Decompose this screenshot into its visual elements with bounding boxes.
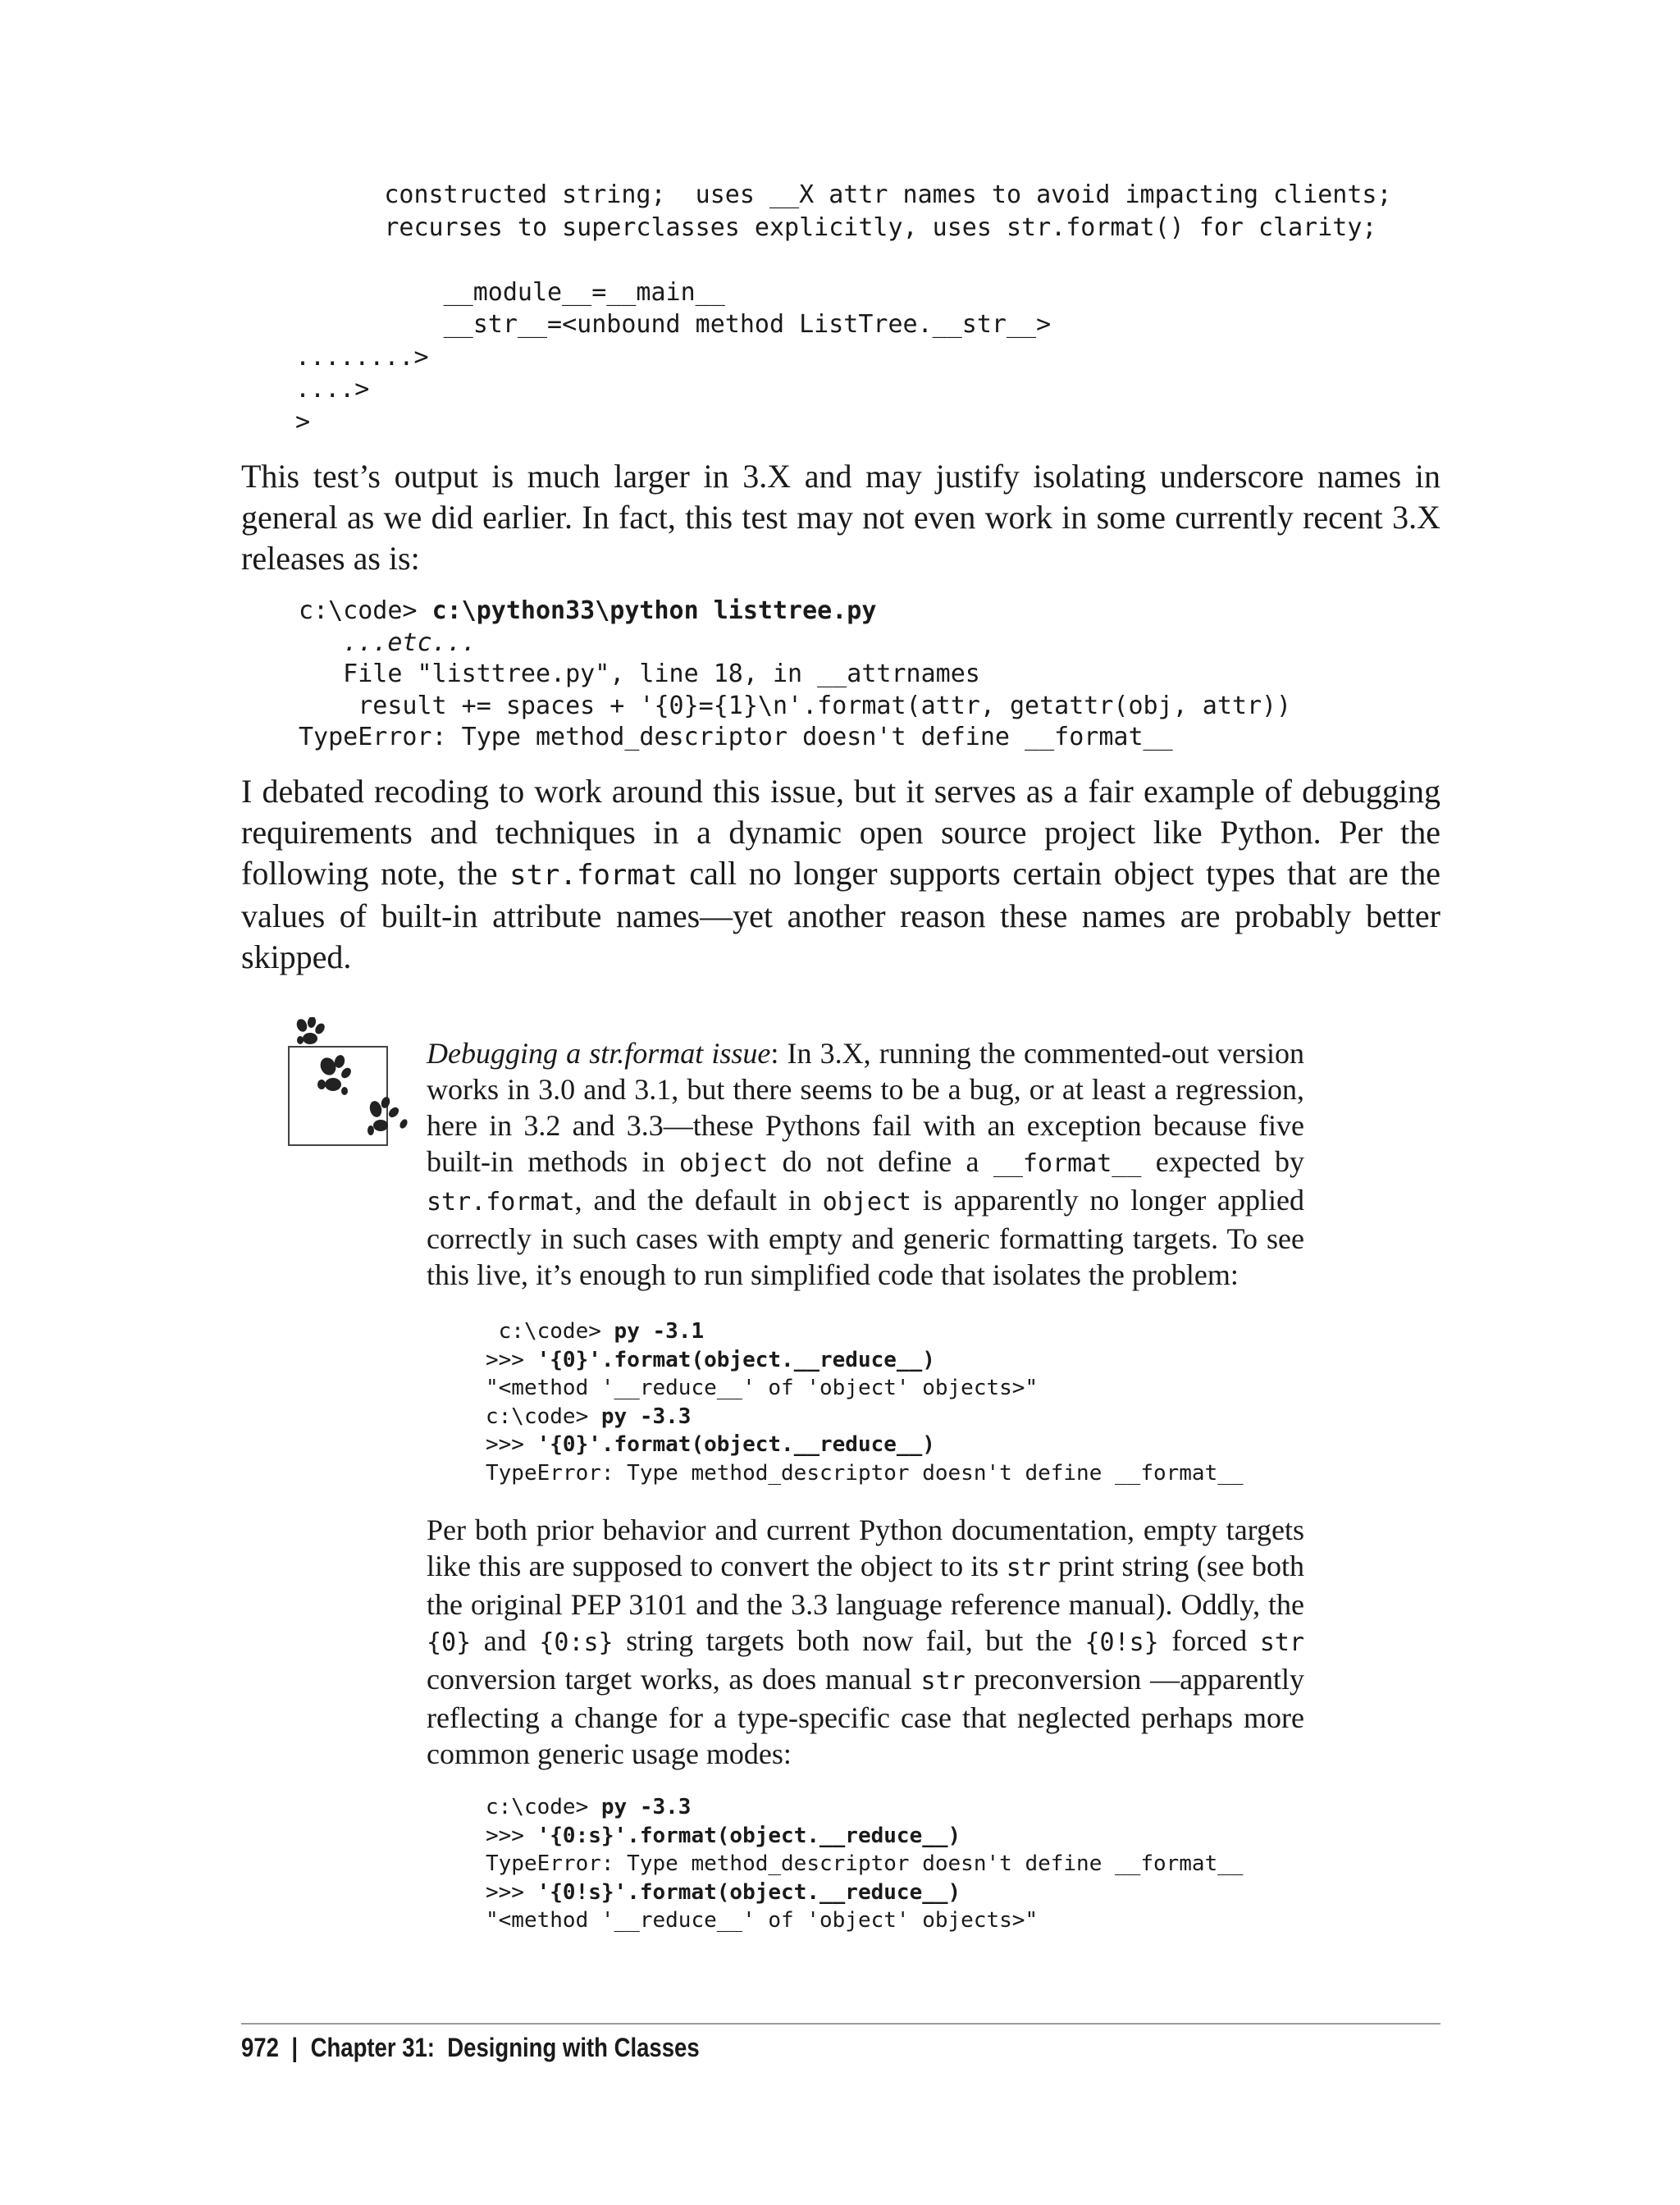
code-line: "<method '__reduce__' of 'object' objects>" xyxy=(486,1908,1039,1933)
code-line: ....> xyxy=(295,375,370,404)
footer-rule xyxy=(241,2023,1440,2025)
note-code-block xyxy=(486,1317,1304,1487)
code-line: constructed string; uses __X attr names to avoid impacting clients; xyxy=(295,180,1392,209)
code-block-output xyxy=(295,179,1392,438)
inline-code: {0:s} xyxy=(539,1628,614,1657)
code-line: TypeError: Type method_descriptor doesn't define __format__ xyxy=(486,1851,1244,1876)
code-line: "<method '__reduce__' of 'object' objects>" xyxy=(486,1376,1039,1400)
text-run: call no longer supports certain object types that are the values of built-in attribute names—yet another reason these names are probably better skipped. xyxy=(241,855,1441,975)
code-line: __str__=<unbound method ListTree.__str__> xyxy=(295,310,1052,339)
code-command: '{0}'.format(object.__reduce__) xyxy=(536,1347,935,1372)
text-run: is apparently no longer applied correctly in such cases with empty and generic formatting targets. To see this live, it’s enough to run simplified code that isolates the problem: xyxy=(427,1184,1304,1291)
code-block-listtree xyxy=(299,596,1291,754)
inline-code: __format__ xyxy=(993,1149,1142,1178)
code-prompt: >>> xyxy=(486,1347,537,1372)
paragraph-text xyxy=(241,771,1440,978)
text-run: do not define a xyxy=(768,1145,993,1178)
note-paragraph xyxy=(427,1512,1304,1772)
code-line: ...etc... xyxy=(299,628,477,657)
note-box xyxy=(427,1035,1304,1935)
footer-separator: | xyxy=(291,2033,299,2062)
text-run: conversion target works, as does manual xyxy=(427,1663,921,1696)
code-command: py -3.3 xyxy=(600,1404,692,1429)
code-line: ........> xyxy=(295,342,429,372)
note-code-block xyxy=(486,1793,1304,1935)
inline-code: str.format xyxy=(427,1188,575,1217)
text-run: , and the default in xyxy=(574,1184,823,1217)
page-footer xyxy=(241,2033,700,2063)
inline-code: str xyxy=(920,1667,966,1696)
code-prompt: c:\code> xyxy=(486,1404,601,1429)
page-number: 972 xyxy=(241,2033,279,2062)
code-line: TypeError: Type method_descriptor doesn't define __format__ xyxy=(486,1460,1244,1486)
inline-code: str xyxy=(1006,1554,1051,1582)
code-prompt: c:\code> xyxy=(299,596,432,625)
note-paragraph xyxy=(427,1035,1304,1293)
text-run: : In 3.X, running the commented-out version works in 3.0 and 3.1, but there seems to be a bug, or at least a regression, here in 3.2 and 3.3—these Pythons fail with an exception because five built-in methods in xyxy=(427,1037,1304,1178)
paragraph-text: This test’s output is much larger in 3.X and may justify isolating underscore names in general as we did earlier. In fact, this test may not even work in some currently recent 3.X releases as is: xyxy=(241,458,1440,577)
text-run: string targets both now fail, but the xyxy=(613,1624,1085,1657)
inline-code: object xyxy=(678,1149,769,1178)
body-paragraph xyxy=(241,456,1440,579)
code-command: c:\python33\python listtree.py xyxy=(431,596,877,625)
code-line: recurses to superclasses explicitly, uses str.format() for clarity; xyxy=(295,212,1377,242)
code-prompt: >>> xyxy=(486,1879,537,1905)
text-run: forced xyxy=(1158,1624,1260,1657)
code-line: result += spaces + '{0}={1}\n'.format(attr, getattr(obj, attr)) xyxy=(299,691,1292,720)
inline-code: {0!s} xyxy=(1084,1628,1159,1657)
code-command: py -3.1 xyxy=(614,1319,705,1344)
code-command: py -3.3 xyxy=(600,1795,692,1819)
code-prompt: c:\code> xyxy=(486,1319,614,1344)
code-line: File "listtree.py", line 18, in __attrnames xyxy=(299,660,980,688)
text-run: I debated recoding to work around this issue, but it serves as a fair example of debugging requirements and techniques in a dynamic open source project like Python. Per the following note, the xyxy=(241,773,1440,892)
inline-code: str.format xyxy=(509,859,678,892)
text-run: and xyxy=(471,1624,540,1657)
code-command: '{0!s}'.format(object.__reduce__) xyxy=(536,1879,961,1905)
inline-code: {0} xyxy=(427,1628,472,1657)
code-command: '{0}'.format(object.__reduce__) xyxy=(536,1432,935,1457)
code-prompt: >>> xyxy=(486,1823,537,1848)
code-line: > xyxy=(295,407,311,436)
body-paragraph xyxy=(241,771,1440,978)
text-run: Per both prior behavior and current Python documentation, empty targets like this are supposed to convert the object to its xyxy=(427,1513,1304,1582)
inline-code: object xyxy=(822,1188,912,1217)
code-prompt: >>> xyxy=(486,1432,537,1457)
text-run: preconversion —apparently reflecting a change for a type-specific case that neglected perhaps more common generic usage modes: xyxy=(427,1663,1304,1770)
text-run: expected by xyxy=(1141,1145,1304,1178)
code-line: __module__=__main__ xyxy=(295,277,725,307)
code-command: '{0:s}'.format(object.__reduce__) xyxy=(536,1823,961,1848)
bird-tracks-note-icon xyxy=(279,1017,418,1157)
inline-code: str xyxy=(1259,1628,1305,1657)
code-prompt: c:\code> xyxy=(486,1795,601,1819)
chapter-title: Chapter 31: Designing with Classes xyxy=(310,2033,700,2062)
note-lead: Debugging a str.format issue xyxy=(427,1037,771,1070)
code-line: TypeError: Type method_descriptor doesn't define __format__ xyxy=(299,723,1173,751)
text-run: print string (see both the original PEP 3101 and the 3.3 language reference manual). Oddly, the xyxy=(427,1550,1304,1621)
